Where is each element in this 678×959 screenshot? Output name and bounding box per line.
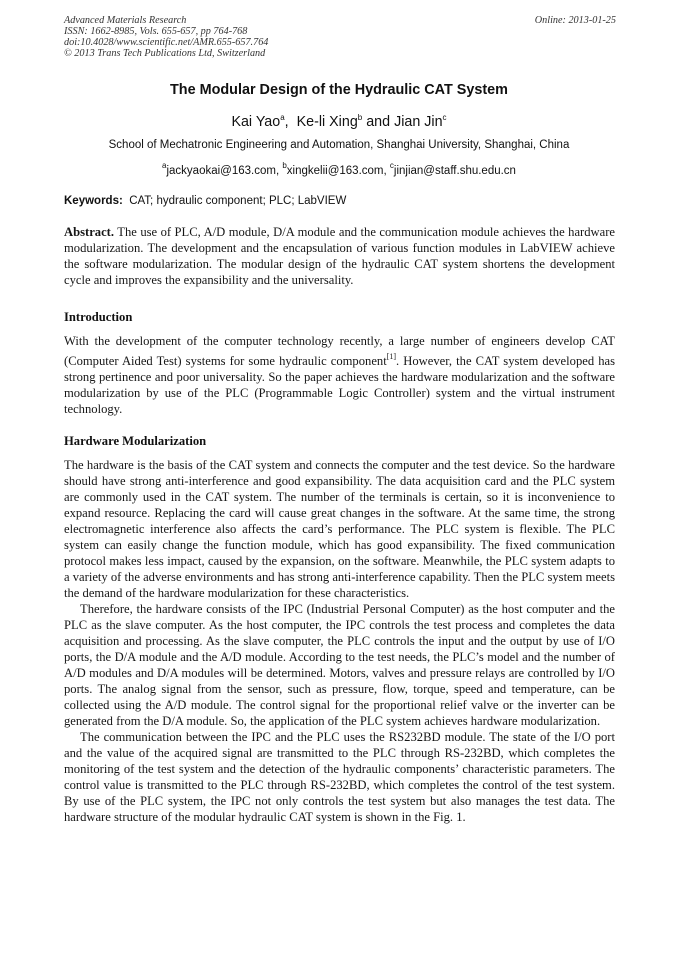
affiliation: School of Mechatronic Engineering and Automation, Shanghai University, Shanghai, China [108,139,570,151]
author-list: Kai Yao$^a$, Ke-li Xing$^b$ and Jian Jin$^c$ [231,113,447,130]
author-name: Jian Jin [394,114,443,130]
hardware-body [64,457,615,825]
journal-header [64,15,616,59]
email-mark: b [282,161,287,170]
author-affil-mark: a [280,113,285,122]
keywords [64,195,616,207]
copyright-line: © 2013 Trans Tech Publications Ltd, Switzerland [64,48,266,59]
abstract-label: Abstract. [64,225,115,239]
abstract-text: The use of PLC, A/D module, D/A module and the communication module achieves the hardware modularization. The development and the encapsulation of various function modules in LabVIEW achieve the software modularization. The modular design of the hydraulic CAT system shortens the development cycle and improves the expansibility and the universality. [64,225,615,287]
intro-text: With the development of the computer technology recently, a large number of engineers develop CAT (Computer Aided Test) systems for some hydraulic component [64,334,615,368]
email-mark: a [162,161,167,170]
email-address[interactable]: jinjian@staff.shu.edu.cn [393,165,516,177]
paragraph: The communication between the IPC and the PLC uses the RS232BD module. The state of the I/O port and the value of the acquired signal are transmitted to the PLC through RS-232BD, which completes the monitoring of the test system and the detection of the hydraulic components’ characteristic parameters. The control value is transmitted to the PLC through RS-232BD, which completes the control of the test system. By use of the PLC system, the IPC not only controls the test system but also manages the test data. The hardware structure of the modular hydraulic CAT system is shown in the Fig. 1. [64,730,615,824]
paragraph: Therefore, the hardware consists of the IPC (Industrial Personal Computer) as the host computer and the PLC as the slave computer. As the host computer, the IPC controls the test process and completes the data acquisition and processing. As the slave computer, the PLC controls the input and the output by use of I/O ports, the D/A module and the A/D module. According to the test needs, the PLC’s model and the number of A/D modules and D/A modules will be determined. Motors, valves and pressure relays are controlled by I/O ports. The analog signal from the sensor, such as pressure, flow, torque, speed and temperature, can be collected using the A/D module. The control signal for the proportional relief valve or the inverter can be generated from the D/A module. So, the application of the PLC system achieves hardware modularization. [64,602,615,728]
email-mark: c [389,161,394,170]
paper-title: The Modular Design of the Hydraulic CAT System [170,82,508,98]
author-name: Kai Yao [231,114,281,130]
online-date: Online: 2013-01-25 [534,15,616,26]
keywords-label: Keywords: [64,195,123,207]
author-name: Ke-li Xing [296,114,358,130]
author-affil-mark: c [442,113,447,122]
paragraph: The hardware is the basis of the CAT system and connects the computer and the test device. So the hardware should have strong anti-interference and good expansibility. The data acquisition card and the PLC system are commonly used in the CAT system. The number of the terminals is certain, so it is inconvenience to expand resource. Replacing the card will cause great changes in the software. At the same time, the strong electromagnetic interference also affects the card’s performance. The PLC system is flexible. The PLC system can easily change the function module, which has good expansibility. The fixed communication protocol makes less impact, caused by the expansion, on the software. Meanwhile, the PLC system adapts to a variety of the adverse environments and has strong anti-interference capability. Then the PLC system meets the demand of the hardware modularization for these characteristics. [64,458,615,600]
intro-text: . However, the CAT system developed has strong pertinence and poor universality. So the paper achieves the hardware modularization and the software modularization by use of the PLC (Programmable Logic Controller) system and the virtual instrument technology. [64,354,616,416]
author-emails [0,161,678,177]
section-heading-hardware: Hardware Modularization [64,434,207,448]
introduction-body [64,333,615,417]
email-address[interactable]: xingkelii@163.com, [286,165,387,177]
author-conjunction: and [366,114,391,130]
citation-ref[interactable]: [1] [386,352,397,361]
author-affil-mark: b [357,113,363,122]
email-address[interactable]: jackyaokai@163.com, [166,165,280,177]
journal-name: Advanced Materials Research [64,15,187,26]
abstract [64,224,615,288]
keywords-text: CAT; hydraulic component; PLC; LabVIEW [129,195,347,207]
issn-line: ISSN: 1662-8985, Vols. 655-657, pp 764-768 [64,26,248,37]
section-heading-introduction: Introduction [64,310,133,324]
doi-line[interactable]: doi:10.4028/www.scientific.net/AMR.655-657.764 [64,37,269,48]
